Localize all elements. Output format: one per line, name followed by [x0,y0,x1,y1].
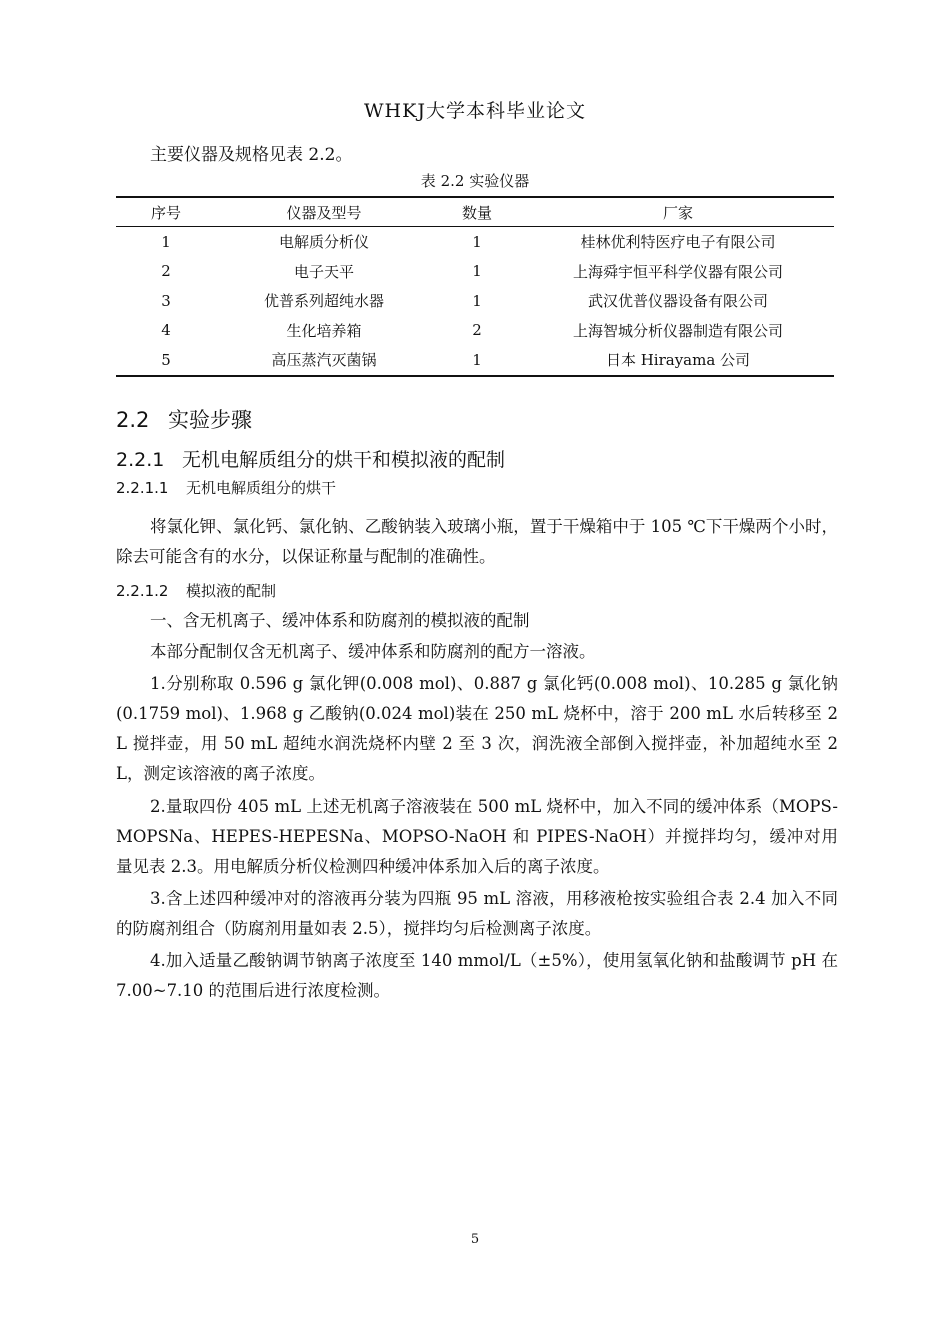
section-heading [116,404,252,434]
table-cell: 武汉优普仪器设备有限公司 [587,292,768,311]
table-cell: 生化培养箱 [286,321,362,340]
subsubsection-number: 2.2.1.1 [116,479,169,497]
section-number: 2.2 [116,408,150,432]
table-cell: 2 [161,262,171,281]
table-cell: 5 [116,345,216,376]
paragraph-drying: 将氯化钾、氯化钙、氯化钠、乙酸钠装入玻璃小瓶，置于干燥箱中于 105 ℃下干燥两个小时，除去可能含有的水分，以保证称量与配制的准确性。 [116,517,838,566]
table-cell: 1 [432,345,522,376]
paragraph-step-1: 1.分别称取 0.596 g 氯化钾(0.008 mol)、0.887 g 氯化钙(0.008 mol)、10.285 g 氯化钠(0.1759 mol)、1.968 g 乙酸钠(0.024 mol)装在 250 mL 烧杯中，溶于 200 mL 水后转移至 2 L 搅拌壶，用 50 mL 超纯水润洗烧杯内壁 2 至 3 次，润洗液全部倒入搅拌壶，补加超纯水至 2 L，测定该溶液的离子浓度。 [116,674,838,783]
table-cell: 上海智城分析仪器制造有限公司 [572,321,783,340]
subsubsection-heading-preparation [116,580,276,601]
column-header: 数量 [432,197,522,227]
page-number: 5 [470,1232,480,1247]
subsection-title: 无机电解质组分的烘干和模拟液的配制 [182,449,506,471]
table-cell: 1 [161,232,171,251]
running-header: WHKJ大学本科毕业论文 [364,100,586,122]
table-cell: 1 [472,291,482,310]
table-caption: 表 2.2 实验仪器 [420,172,530,190]
paragraph-step-3: 3.含上述四种缓冲对的溶液再分装为四瓶 95 mL 溶液，用移液枪按实验组合表 2.4 加入不同的防腐剂组合（防腐剂用量如表 2.5），搅拌均匀后检测离子浓度。 [116,889,838,938]
column-header: 仪器及型号 [216,197,432,227]
subsubsection-title: 无机电解质组分的烘干 [186,479,337,497]
table-cell: 3 [161,291,171,310]
subsubsection-title: 模拟液的配制 [186,582,277,600]
subsubsection-number: 2.2.1.2 [116,582,169,600]
subsection-number: 2.2.1 [116,449,165,471]
table-cell: 高压蒸汽灭菌锅 [216,345,432,376]
column-header: 厂家 [522,197,834,227]
table-row [116,286,834,316]
table-row [116,257,834,287]
intro-text: 主要仪器及规格见表 2.2。 [150,145,353,165]
equipment-table [116,196,834,377]
section-title: 实验步骤 [168,408,252,432]
table-row [116,227,834,257]
column-header: 序号 [116,197,216,227]
table-cell: 上海舜宇恒平科学仪器有限公司 [572,262,783,281]
table-cell: 4 [161,321,171,340]
table-row [116,345,834,376]
table-cell: 日本 Hirayama 公司 [522,345,834,376]
table-cell: 1 [472,232,482,251]
table-cell: 优普系列超纯水器 [263,292,384,311]
subsection-heading [116,445,505,472]
table-header-row [116,197,834,227]
subsubsection-heading-drying [116,477,336,498]
table-cell: 电子天平 [293,262,354,281]
table-cell: 电解质分析仪 [278,233,369,252]
table-row [116,316,834,346]
table-cell: 1 [472,262,482,281]
paragraph-part-one: 一、含无机离子、缓冲体系和防腐剂的模拟液的配制 [150,611,530,630]
paragraph-step-2: 2.量取四份 405 mL 上述无机离子溶液装在 500 mL 烧杯中，加入不同的缓冲体系（MOPS-MOPSNa、HEPES-HEPESNa、MOPSO-NaOH 和 PIPES-NaOH）并搅拌均匀，缓冲对用量见表 2.3。用电解质分析仪检测四种缓冲体系加入后的离子浓度。 [116,797,838,876]
paragraph-description: 本部分配制仅含无机离子、缓冲体系和防腐剂的配方一溶液。 [150,642,596,661]
paragraph-step-4: 4.加入适量乙酸钠调节钠离子浓度至 140 mmol/L（±5%），使用氢氧化钠和盐酸调节 pH 在 7.00~7.10 的范围后进行浓度检测。 [116,951,838,1000]
table-cell: 桂林优利特医疗电子有限公司 [580,233,776,252]
table-cell: 2 [472,321,482,340]
